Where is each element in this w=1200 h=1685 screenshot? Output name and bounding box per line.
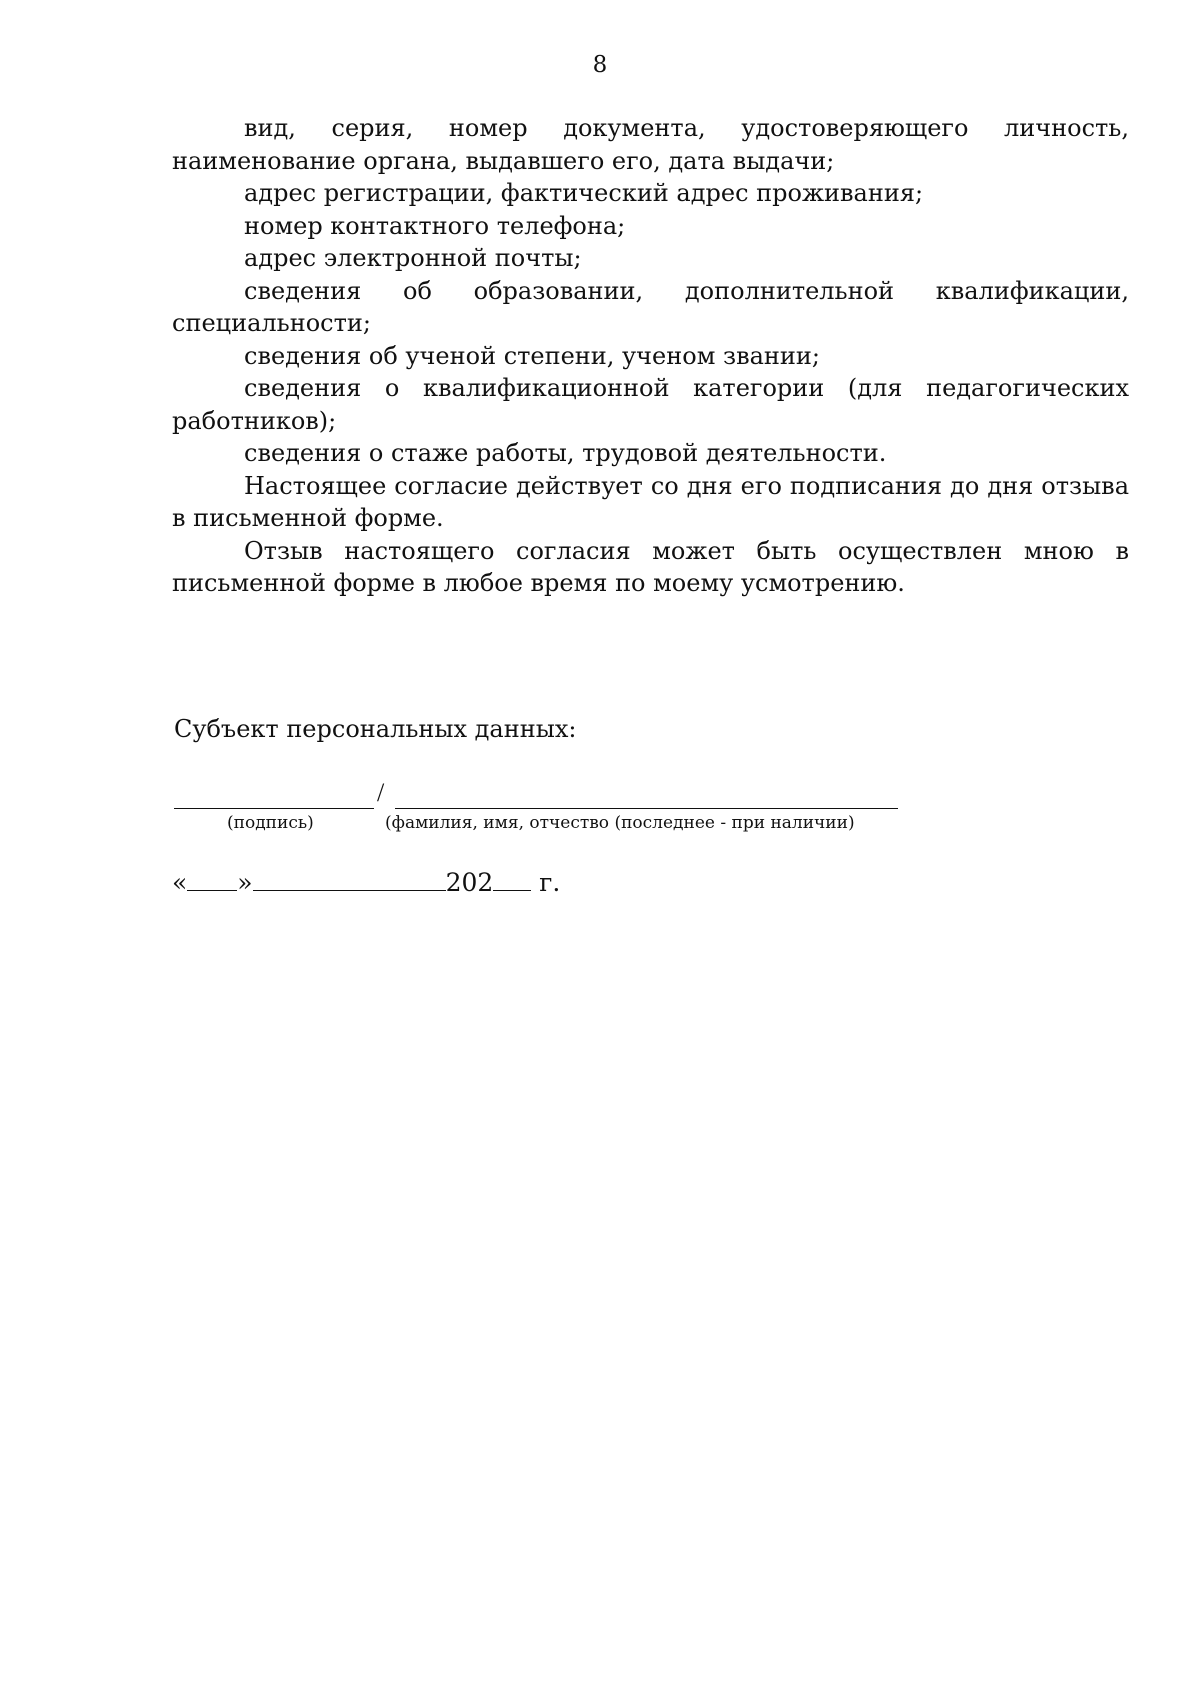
- paragraph-education: сведения об образовании, дополнительной квалификации, специальности;: [172, 276, 1129, 337]
- date-year-prefix: 202: [445, 868, 494, 897]
- date-month-field[interactable]: [253, 866, 446, 891]
- page-number: 8: [592, 52, 608, 78]
- paragraph-email: адрес электронной почты;: [244, 244, 582, 272]
- subject-label: Субъект персональных данных:: [174, 715, 577, 743]
- signature-separator: /: [377, 778, 385, 807]
- signature-caption: (подпись): [227, 813, 314, 833]
- date-year-suffix: г.: [539, 868, 561, 897]
- paragraph-work-experience: сведения о стаже работы, трудовой деятельности.: [244, 439, 887, 467]
- paragraph-address: адрес регистрации, фактический адрес проживания;: [244, 179, 924, 207]
- paragraph-identity-document: вид, серия, номер документа, удостоверяющего личность, наименование органа, выдавшего его, дата выдачи;: [172, 114, 1129, 175]
- paragraph-qualification-category: сведения о квалификационной категории (для педагогических работников);: [172, 374, 1129, 435]
- consent-body: [172, 112, 1129, 600]
- full-name-field[interactable]: [395, 808, 898, 809]
- paragraph-academic-degree: сведения об ученой степени, ученом звании;: [244, 341, 820, 370]
- date-day-field[interactable]: [187, 866, 237, 891]
- paragraph-phone: номер контактного телефона;: [244, 211, 626, 240]
- date-line: [172, 866, 560, 899]
- paragraph-consent-validity: Настоящее согласие действует со дня его подписания до дня отзыва в письменной форме.: [172, 471, 1129, 532]
- date-open-quote: «: [172, 868, 188, 897]
- signature-field[interactable]: [174, 808, 374, 809]
- date-year-field[interactable]: [493, 866, 531, 891]
- paragraph-consent-withdrawal: Отзыв настоящего согласия может быть осуществлен мною в письменной форме в любое время по моему усмотрению.: [172, 536, 1129, 597]
- date-close-quote: »: [237, 868, 253, 897]
- full-name-caption: (фамилия, имя, отчество (последнее - при наличии): [385, 813, 855, 833]
